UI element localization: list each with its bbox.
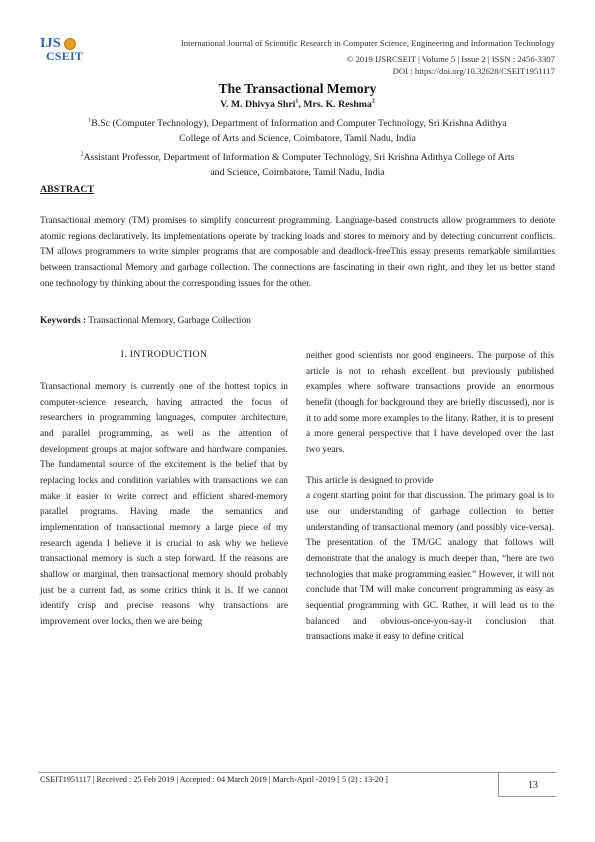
affiliation-2-text-1: Assistant Professor, Department of Information & Computer Technology, Sri Krishna Adithya College of Arts [83,152,515,163]
affiliation-2 [40,150,555,180]
affiliation-1-mark: 1 [88,117,92,124]
intro-right-paragraph-2-first-line: This article is designed to provide [306,475,434,486]
author-1: V. M. Dhivya Shri [220,99,296,110]
keywords-line [40,316,251,326]
logo-text-bottom: CSEIT [46,49,84,63]
keywords-value: Transactional Memory, Garbage Collection [86,316,251,326]
affiliation-2-line-2: and Science, Coimbatore, Tamil Nadu, India [210,167,385,178]
journal-logo [38,36,88,66]
intro-left-column: Transactional memory is currently one of the hottest topics in computer-science research, having attracted the focus of researchers in programming languages, computer architecture, and parallel programming, as well as the attention of development groups at major software and hardware companies. The fundamental source of the excitement is the belief that by replacing locks and condition variables with transactions we can make it easier to write correct and efficient shared-memory parallel programs. Having made the semantics and implementation of transactional memory a large piece of my research agenda I believe it is crucial to ask why we believe transactional memory is such a step forward. If the reasons are shallow or marginal, then transactional memory should probably just be a current fad, as some critics think it is. If we cannot identify crisp and precise reasons why transactions are improvement over locks, then we are being [40,382,288,627]
author-line [0,99,595,110]
intro-right-paragraph-1: neither good scientists nor good engineers. The purpose of this article is not to rehash excellent but previously published examples where software transactions provide an enormous benefit (though for background they are briefly discussed), nor is it to add some more examples to the litany. Rather, it is to present a more general perspective that I have developed over the last two years. [306,351,554,455]
author-2: Mrs. K. Reshma [303,99,372,110]
doi-line: DOI : https://doi.org/10.32628/CSEIT1951117 [392,66,555,76]
logo-text-top: IJS [40,36,61,51]
keywords-label: Keywords : [40,316,87,326]
page-number: 13 [528,780,538,791]
paper-title: The Transactional Memory [218,81,377,96]
journal-name: International Journal of Scientific Research in Computer Science, Engineering and Information Technology [180,38,555,48]
author-separator: , [298,99,304,110]
intro-right-column [306,349,554,646]
footer-divider [38,772,556,773]
abstract-text: Transactional memory (TM) promises to simplify concurrent programming. Language-based constructs allow programmers to denote atomic regions declaratively. Its implementations operate by tracking loads and stores to memory and by detecting concurrent conflicts. TM allows programmers to write simpler programs that are composable and deadlock-freeThis essay presents remarkable similarities between transactional Memory and garbage collection. The connections are fascinating in their own right, and they let us better stand one technology by thinking about the corresponding issues for the other. [40,216,555,289]
section-heading-introduction: I. INTRODUCTION [120,349,208,360]
affiliation-2-line-1 [40,150,555,165]
author-1-mark: 1 [295,98,299,105]
author-2-mark: 2 [371,98,375,105]
copyright-line: © 2019 IJSRCSEIT | Volume 5 | Issue 2 | ISSN : 2456-3307 [346,54,555,64]
affiliation-1-text-1: B.Sc (Computer Technology), Department of Information and Computer Technology, Sri Krishna Adithya [91,118,507,129]
abstract-heading: ABSTRACT [40,184,95,195]
affiliation-1 [40,116,555,146]
affiliation-1-line-2: College of Arts and Science, Coimbatore, Tamil Nadu, India [179,133,416,144]
affiliation-1-line-1 [40,116,555,131]
intro-right-paragraph-2: a cogent starting point for that discussion. The primary goal is to use our understanding of garbage collection to better understanding of transactional memory (and possibly vice-versa). The presentation of the TM/GC analogy that follows will demonstrate that the analogy is much deeper than, “here are two technologies that make programming easier.” However, it will not conclude that TM will make concurrent programming as easy as sequential programming with GC. Rather, it will lead us to the balanced and obvious-once-you-say-it conclusion that transactions make it easy to define critical [306,491,554,643]
footer-citation: CSEIT1951117 | Received : 25 Feb 2019 | Accepted : 04 March 2019 | March-April -2019 [ 5 (2) : 13-20 ] [40,775,388,784]
affiliation-2-mark: 2 [80,151,84,158]
